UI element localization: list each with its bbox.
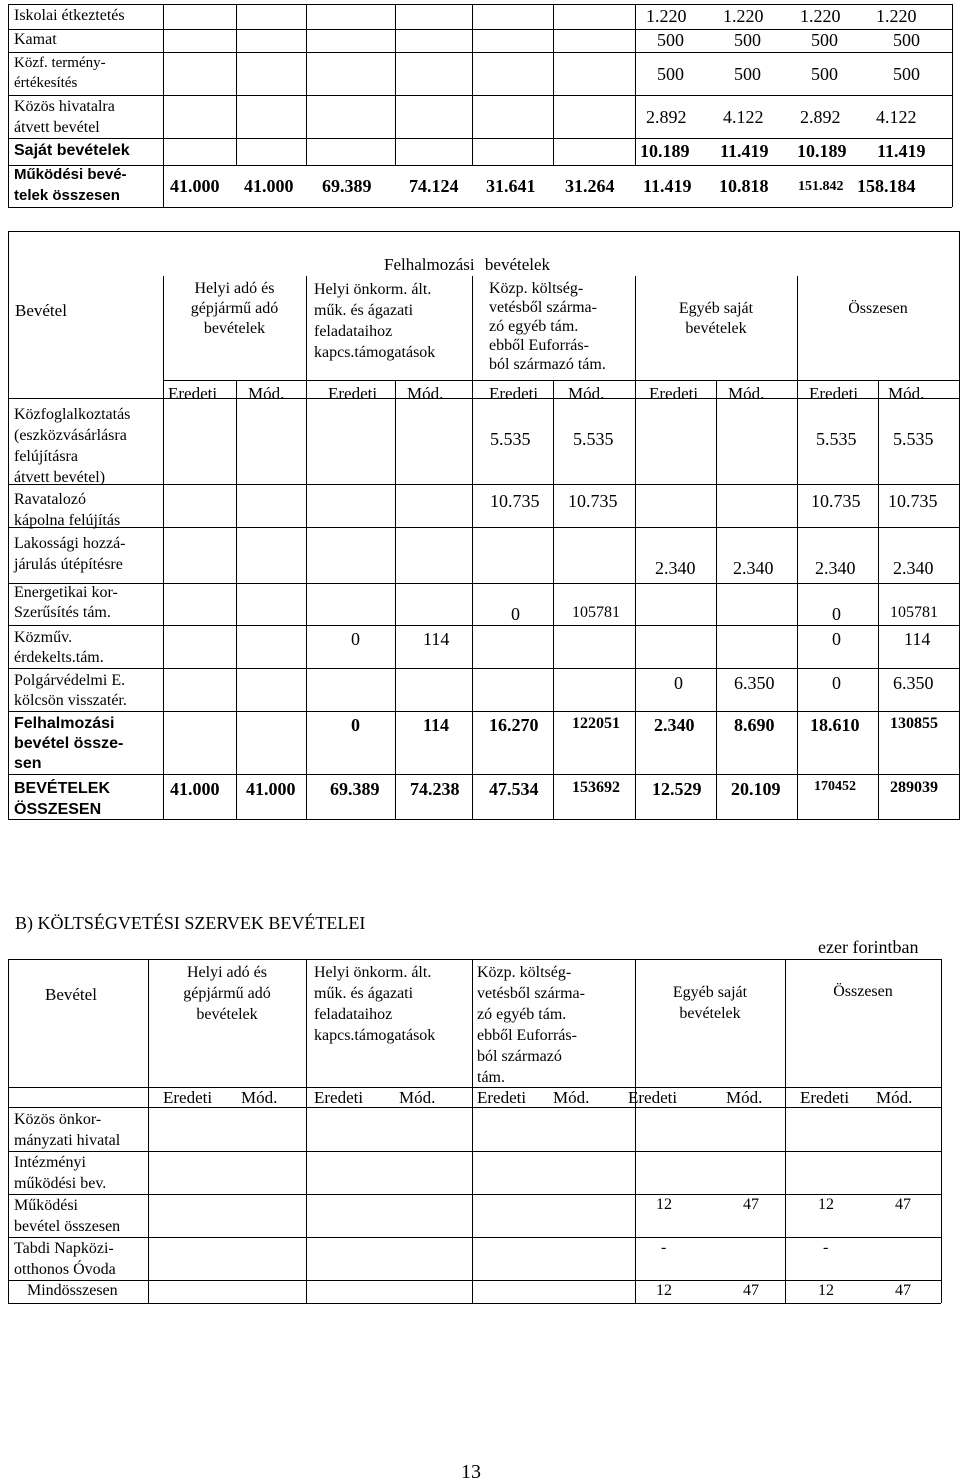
cell: 0 (832, 629, 841, 649)
b-header-col5: Összesen (833, 983, 893, 1000)
cell: 69.389 (330, 779, 380, 799)
b-eredeti-1: Eredeti (163, 1088, 213, 1107)
cell: 0 (674, 673, 683, 693)
cell: 10.189 (640, 141, 690, 161)
cell: 0 (351, 715, 360, 735)
cell: 2.340 (893, 558, 934, 578)
cell: 151.842 (798, 179, 844, 194)
cell: 500 (734, 64, 761, 84)
cell: 2.892 (800, 107, 841, 127)
felh-header-col4: Egyéb saját bevételek (678, 300, 754, 337)
cell: 500 (657, 64, 684, 84)
b-mod-5: Mód. (876, 1088, 913, 1107)
cell: 6.350 (734, 673, 775, 693)
cell: 1.220 (723, 6, 764, 26)
felh-row-label: Közfoglalkoztatás (eszközvásárlásra felújításra átvett bevétel) (14, 406, 131, 486)
cell: 1.220 (646, 6, 687, 26)
cell: 12.529 (652, 779, 702, 799)
cell: 10.735 (888, 491, 938, 511)
cell: 69.389 (322, 176, 372, 196)
b-header-bevetel: Bevétel (45, 985, 97, 1004)
cell: 10.735 (490, 491, 540, 511)
cell: 5.535 (893, 429, 934, 449)
b-row-label: Intézményi működési bev. (14, 1154, 107, 1192)
row-label-kamat: Kamat (14, 31, 57, 48)
felh-header-col5: Összesen (848, 300, 908, 317)
felh-header-bevetel: Bevétel (15, 301, 67, 320)
cell: 500 (893, 30, 920, 50)
cell: 500 (811, 64, 838, 84)
cell: 500 (657, 30, 684, 50)
cell: 41.000 (170, 779, 220, 799)
felh-header-col1: Helyi adó és gépjármű adó bevételek (190, 280, 279, 337)
page-number: 13 (461, 1461, 481, 1483)
cell: 114 (423, 629, 450, 649)
b-mod-2: Mód. (399, 1088, 436, 1107)
felh-sum-label: Felhalmozási bevétel össze- sen (14, 715, 124, 772)
cell: 2.340 (733, 558, 774, 578)
row-label-mukodesi: Működési bevé- telek összesen (14, 166, 127, 204)
cell: 153692 (572, 779, 620, 796)
cell: 10.735 (568, 491, 618, 511)
felh-row-label: Polgárvédelmi E. kölcsön visszatér. (14, 672, 127, 709)
cell: 1.220 (876, 6, 917, 26)
cell: 11.419 (643, 176, 692, 196)
cell: - (823, 1239, 829, 1256)
cell: 114 (904, 629, 931, 649)
cell: 289039 (890, 779, 938, 796)
cell: 10.735 (811, 491, 861, 511)
cell: 31.264 (565, 176, 615, 196)
felh-mod-3: Mód. (568, 384, 605, 403)
row-label-sajat: Saját bevételek (14, 142, 130, 159)
cell: 2.340 (815, 558, 856, 578)
cell: 500 (893, 64, 920, 84)
cell: 2.892 (646, 107, 687, 127)
felh-row-label: Energetikai kor- Szerűsítés tám. (14, 584, 118, 621)
felh-mod-1: Mód. (248, 384, 285, 403)
cell: 2.340 (655, 558, 696, 578)
felh-header-col2: Helyi önkorm. ált. műk. és ágazati feladataihoz kapcs.támogatások (314, 281, 436, 361)
cell: 170452 (814, 779, 856, 794)
cell: 5.535 (573, 429, 614, 449)
cell: 8.690 (734, 715, 775, 735)
felh-row-label: Közműv. érdekelts.tám. (14, 629, 104, 666)
b-header-col1: Helyi adó és gépjármű adó bevételek (183, 964, 271, 1023)
cell: 0 (511, 604, 520, 624)
cell: 74.124 (409, 176, 459, 196)
cell: 20.109 (731, 779, 781, 799)
felh-header-col3: Közp. költség- vetésből szárma- zó egyéb tám. ebből Euforrás- ból származó tám. (489, 280, 606, 373)
cell: 5.535 (490, 429, 531, 449)
cell: 0 (832, 604, 841, 624)
cell: 500 (734, 30, 761, 50)
cell: 47 (895, 1196, 911, 1213)
cell: 500 (811, 30, 838, 50)
cell: 12 (818, 1196, 834, 1213)
cell: 47 (743, 1196, 759, 1213)
b-row-label: Mindösszesen (27, 1282, 118, 1299)
cell: 114 (423, 715, 450, 735)
cell: 1.220 (800, 6, 841, 26)
felh-mod-2: Mód. (407, 384, 444, 403)
cell: 74.238 (410, 779, 460, 799)
felh-grand-label: BEVÉTELEK ÖSSZESEN (14, 780, 111, 818)
felh-mod-4: Mód. (728, 384, 765, 403)
b-row-label: Tabdi Napközi- otthonos Óvoda (14, 1240, 116, 1278)
cell: 105781 (890, 604, 938, 621)
b-mod-3: Mód. (553, 1088, 590, 1107)
cell: - (661, 1239, 667, 1256)
b-eredeti-2: Eredeti (314, 1088, 364, 1107)
cell: 18.610 (810, 715, 860, 735)
cell: 41.000 (244, 176, 294, 196)
felh-eredeti-1: Eredeti (168, 384, 218, 403)
cell: 12 (656, 1196, 672, 1213)
felh-eredeti-3: Eredeti (489, 384, 539, 403)
cell: 41.000 (170, 176, 220, 196)
b-mod-1: Mód. (241, 1088, 278, 1107)
cell: 105781 (572, 604, 620, 621)
felh-eredeti-5: Eredeti (809, 384, 859, 403)
cell: 0 (832, 673, 841, 693)
cell: 47 (743, 1282, 759, 1299)
cell: 12 (656, 1282, 672, 1299)
b-header-col2: Helyi önkorm. ált. műk. és ágazati feladataihoz kapcs.támogatások (314, 964, 436, 1044)
b-header-col4: Egyéb saját bevételek (672, 984, 748, 1022)
cell: 6.350 (893, 673, 934, 693)
cell: 16.270 (489, 715, 539, 735)
cell: 11.419 (877, 141, 926, 161)
b-mod-4: Mód. (726, 1088, 763, 1107)
cell: 47.534 (489, 779, 539, 799)
cell: 31.641 (486, 176, 536, 196)
unit-label: ezer forintban (818, 937, 919, 957)
cell: 4.122 (876, 107, 917, 127)
b-eredeti-3: Eredeti (477, 1088, 527, 1107)
cell: 11.419 (720, 141, 769, 161)
row-label-iskolai: Iskolai étkeztetés (14, 7, 125, 24)
cell: 5.535 (816, 429, 857, 449)
felh-row-label: Lakossági hozzá- járulás útépítésre (14, 535, 126, 573)
section-b-title: B) KÖLTSÉGVETÉSI SZERVEK BEVÉTELEI (15, 913, 366, 933)
felh-row-label: Ravatalozó kápolna felújítás (14, 491, 121, 529)
b-header-col3: Közp. költség- vetésből szárma- zó egyéb tám. ebből Euforrás- ból származó tám. (477, 964, 585, 1086)
row-label-kozf: Közf. termény- értékesítés (14, 55, 106, 91)
felh-mod-5: Mód. (888, 384, 925, 403)
cell: 2.340 (654, 715, 695, 735)
cell: 4.122 (723, 107, 764, 127)
b-row-label: Közös önkor- mányzati hivatal (14, 1111, 121, 1149)
row-label-kozos: Közös hivatalra átvett bevétel (14, 98, 115, 136)
felh-title: Felhalmozási bevételek (384, 255, 551, 274)
cell: 122051 (572, 715, 620, 732)
felh-eredeti-4: Eredeti (649, 384, 699, 403)
cell: 47 (895, 1282, 911, 1299)
cell: 12 (818, 1282, 834, 1299)
felh-eredeti-2: Eredeti (328, 384, 378, 403)
cell: 158.184 (857, 176, 916, 196)
cell: 0 (351, 629, 360, 649)
b-eredeti-4: Eredeti (628, 1088, 678, 1107)
cell: 130855 (890, 715, 938, 732)
cell: 10.818 (719, 176, 769, 196)
cell: 41.000 (246, 779, 296, 799)
b-row-label: Működési bevétel összesen (14, 1197, 121, 1235)
cell: 10.189 (797, 141, 847, 161)
b-eredeti-5: Eredeti (800, 1088, 850, 1107)
